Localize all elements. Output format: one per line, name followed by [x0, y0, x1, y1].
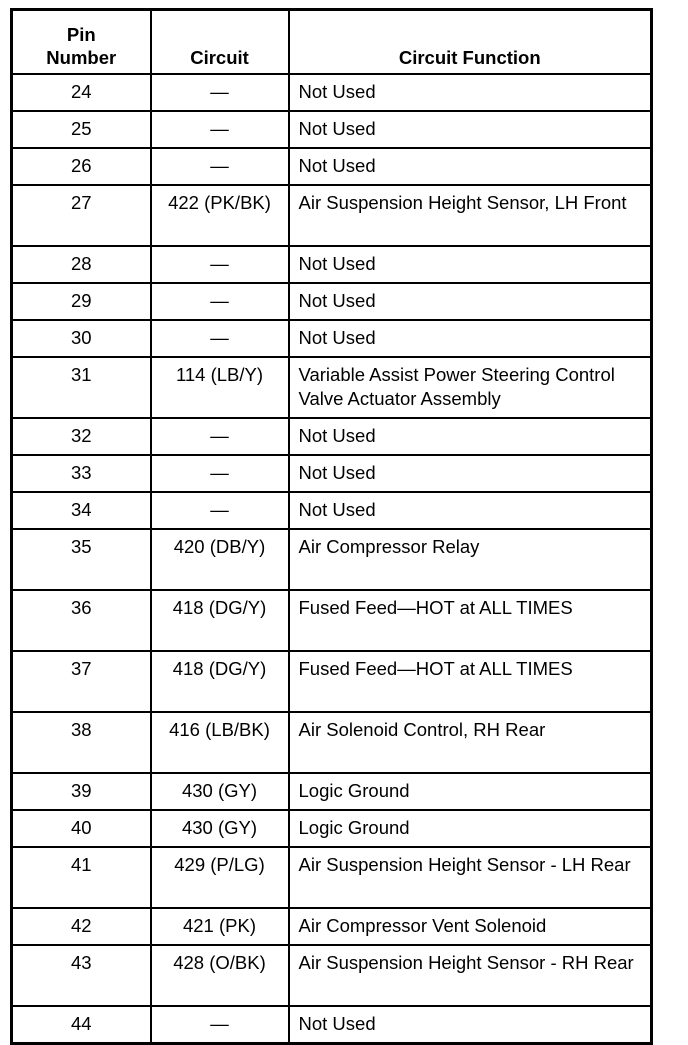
circuit-function-cell: Air Suspension Height Sensor - LH Rear: [289, 847, 652, 908]
table-row: [12, 492, 652, 529]
circuit-function-cell: Not Used: [289, 320, 652, 357]
pin-number-cell: 37: [12, 651, 151, 712]
pin-number-cell: 31: [12, 357, 151, 418]
pin-number-cell: 33: [12, 455, 151, 492]
pin-number-cell: 42: [12, 908, 151, 945]
table-row: [12, 712, 652, 773]
circuit-cell: 418 (DG/Y): [151, 590, 289, 651]
circuit-function-cell: Air Solenoid Control, RH Rear: [289, 712, 652, 773]
circuit-function-cell: Logic Ground: [289, 773, 652, 810]
table-row: [12, 111, 652, 148]
circuit-function-cell: Not Used: [289, 418, 652, 455]
pin-number-cell: 36: [12, 590, 151, 651]
circuit-cell: —: [151, 1006, 289, 1044]
circuit-function-cell: Not Used: [289, 148, 652, 185]
table-row: [12, 810, 652, 847]
circuit-function-cell: Air Compressor Relay: [289, 529, 652, 590]
pin-number-cell: 27: [12, 185, 151, 246]
table-row: [12, 455, 652, 492]
table-row: [12, 529, 652, 590]
header-number-label: Number: [46, 47, 117, 68]
circuit-cell: 428 (O/BK): [151, 945, 289, 1006]
circuit-function-cell: Logic Ground: [289, 810, 652, 847]
header-pin-label: Pin: [66, 24, 96, 45]
pin-number-cell: 43: [12, 945, 151, 1006]
circuit-function-cell: Fused Feed—HOT at ALL TIMES: [289, 590, 652, 651]
circuit-cell: —: [151, 418, 289, 455]
table-row: [12, 773, 652, 810]
circuit-cell: 420 (DB/Y): [151, 529, 289, 590]
table-row: [12, 357, 652, 418]
pin-number-cell: 38: [12, 712, 151, 773]
table-row: [12, 148, 652, 185]
circuit-function-cell: Variable Assist Power Steering Control Valve Actuator Assembly: [289, 357, 652, 418]
table-row: [12, 1006, 652, 1044]
pin-number-cell: 32: [12, 418, 151, 455]
circuit-cell: —: [151, 492, 289, 529]
circuit-function-cell: Not Used: [289, 246, 652, 283]
circuit-function-cell: Not Used: [289, 1006, 652, 1044]
circuit-function-cell: Not Used: [289, 492, 652, 529]
pin-number-cell: 26: [12, 148, 151, 185]
table-row: [12, 590, 652, 651]
table-row: [12, 651, 652, 712]
circuit-function-cell: Fused Feed—HOT at ALL TIMES: [289, 651, 652, 712]
header-circuit-function: Circuit Function: [289, 10, 652, 75]
circuit-function-cell: Not Used: [289, 111, 652, 148]
pin-number-cell: 44: [12, 1006, 151, 1044]
circuit-function-cell: Not Used: [289, 455, 652, 492]
header-pin-number: [12, 10, 151, 75]
circuit-cell: —: [151, 246, 289, 283]
pin-number-cell: 39: [12, 773, 151, 810]
pin-number-cell: 24: [12, 74, 151, 111]
pin-number-cell: 35: [12, 529, 151, 590]
circuit-function-cell: Air Suspension Height Sensor - RH Rear: [289, 945, 652, 1006]
table-row: [12, 74, 652, 111]
table-row: [12, 908, 652, 945]
pin-number-cell: 29: [12, 283, 151, 320]
circuit-cell: 422 (PK/BK): [151, 185, 289, 246]
pin-number-cell: 34: [12, 492, 151, 529]
table-row: [12, 283, 652, 320]
circuit-function-cell: Air Suspension Height Sensor, LH Front: [289, 185, 652, 246]
pin-number-cell: 41: [12, 847, 151, 908]
circuit-cell: 429 (P/LG): [151, 847, 289, 908]
circuit-cell: 114 (LB/Y): [151, 357, 289, 418]
circuit-cell: —: [151, 320, 289, 357]
table-row: [12, 246, 652, 283]
circuit-cell: —: [151, 455, 289, 492]
pin-number-cell: 28: [12, 246, 151, 283]
circuit-function-cell: Not Used: [289, 74, 652, 111]
circuit-function-cell: Air Compressor Vent Solenoid: [289, 908, 652, 945]
table-row: [12, 185, 652, 246]
circuit-cell: —: [151, 148, 289, 185]
circuit-cell: 430 (GY): [151, 773, 289, 810]
circuit-function-cell: Not Used: [289, 283, 652, 320]
table-row: [12, 320, 652, 357]
header-row: [12, 10, 652, 75]
table-row: [12, 847, 652, 908]
pin-number-cell: 40: [12, 810, 151, 847]
circuit-cell: —: [151, 283, 289, 320]
circuit-cell: 430 (GY): [151, 810, 289, 847]
table-row: [12, 945, 652, 1006]
header-circuit: Circuit: [151, 10, 289, 75]
circuit-cell: 421 (PK): [151, 908, 289, 945]
pin-table: [10, 8, 653, 1045]
circuit-cell: 418 (DG/Y): [151, 651, 289, 712]
pin-number-cell: 25: [12, 111, 151, 148]
circuit-cell: —: [151, 74, 289, 111]
pin-number-cell: 30: [12, 320, 151, 357]
circuit-cell: 416 (LB/BK): [151, 712, 289, 773]
circuit-cell: —: [151, 111, 289, 148]
table-row: [12, 418, 652, 455]
